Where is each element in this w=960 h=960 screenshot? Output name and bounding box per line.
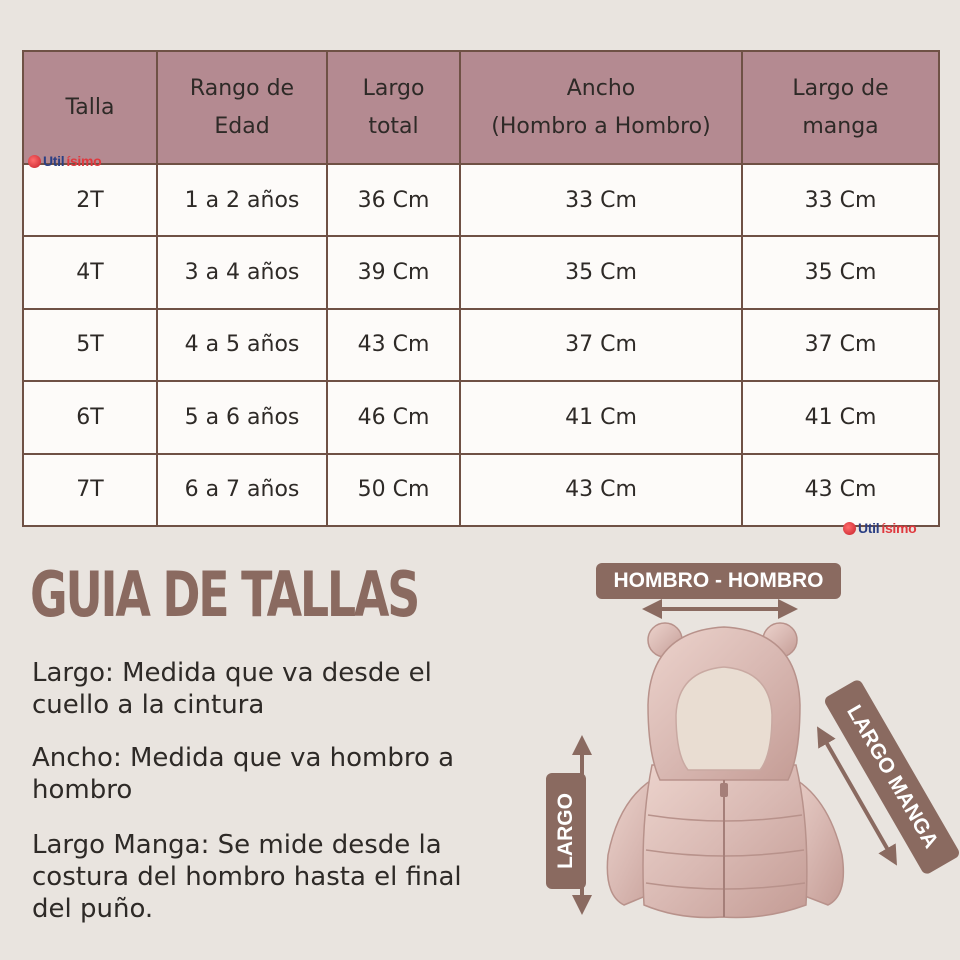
cell-manga: 41 Cm <box>742 381 939 453</box>
table-row <box>23 309 939 381</box>
brand-logo: Util ísimo <box>28 153 101 169</box>
cell-edad: 5 a 6 años <box>157 381 327 453</box>
table-header-row <box>23 51 939 164</box>
description-largo: Largo: Medida que va desde el cuello a la cintura <box>32 658 432 720</box>
cell-talla: 2T <box>23 164 157 236</box>
jacket-illustration <box>560 595 960 955</box>
cell-edad: 6 a 7 años <box>157 454 327 526</box>
cell-manga: 33 Cm <box>742 164 939 236</box>
cell-ancho: 33 Cm <box>460 164 742 236</box>
brand-logo: Util ísimo <box>843 520 916 536</box>
cell-largo: 36 Cm <box>327 164 460 236</box>
cell-talla: 6T <box>23 381 157 453</box>
cell-largo: 39 Cm <box>327 236 460 308</box>
sleeve-label: LARGO MANGA <box>823 678 960 876</box>
description-manga: Largo Manga: Se mide desde la costura del hombro hasta el final del puño. <box>32 830 462 924</box>
brand-logo-icon <box>843 522 856 535</box>
header-largo-total: Largo total <box>327 51 460 164</box>
length-label: LARGO <box>546 773 586 889</box>
cell-largo: 46 Cm <box>327 381 460 453</box>
cell-manga: 37 Cm <box>742 309 939 381</box>
cell-ancho: 43 Cm <box>460 454 742 526</box>
cell-ancho: 37 Cm <box>460 309 742 381</box>
cell-ancho: 35 Cm <box>460 236 742 308</box>
cell-ancho: 41 Cm <box>460 381 742 453</box>
cell-edad: 4 a 5 años <box>157 309 327 381</box>
description-ancho: Ancho: Medida que va hombro a hombro <box>32 743 455 805</box>
table-row <box>23 236 939 308</box>
table-row <box>23 164 939 236</box>
cell-talla: 4T <box>23 236 157 308</box>
cell-talla: 7T <box>23 454 157 526</box>
shoulder-label: HOMBRO - HOMBRO <box>596 563 841 599</box>
brand-logo-icon <box>28 155 41 168</box>
cell-talla: 5T <box>23 309 157 381</box>
table-row <box>23 454 939 526</box>
cell-largo: 50 Cm <box>327 454 460 526</box>
cell-manga: 43 Cm <box>742 454 939 526</box>
size-table <box>22 50 940 527</box>
header-largo-manga: Largo de manga <box>742 51 939 164</box>
header-rango-edad: Rango de Edad <box>157 51 327 164</box>
page-title: GUIA DE TALLAS <box>30 558 419 631</box>
cell-edad: 1 a 2 años <box>157 164 327 236</box>
header-ancho: Ancho (Hombro a Hombro) <box>460 51 742 164</box>
header-talla: Talla <box>23 51 157 164</box>
table-row <box>23 381 939 453</box>
cell-largo: 43 Cm <box>327 309 460 381</box>
cell-edad: 3 a 4 años <box>157 236 327 308</box>
cell-manga: 35 Cm <box>742 236 939 308</box>
